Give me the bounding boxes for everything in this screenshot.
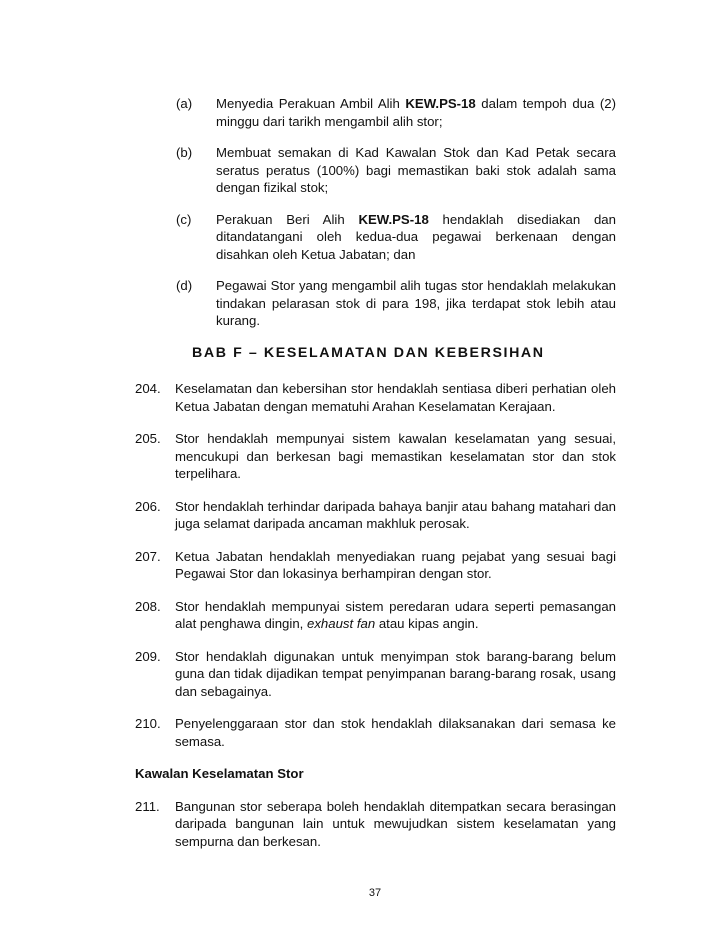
paragraph [135,498,616,533]
sub-item [176,211,616,264]
paragraph [135,380,616,415]
sub-item-list [176,95,616,344]
paragraph-text: Stor hendaklah mempunyai sistem peredaran udara seperti pemasangan alat penghawa dingin, exhaust fan atau kipas angin. [175,598,616,631]
paragraph [135,598,616,633]
sub-item [176,95,616,130]
paragraph [135,715,616,750]
paragraph-list [135,380,616,865]
paragraph [135,798,616,851]
paragraph-text: Keselamatan dan kebersihan stor hendaklah sentiasa diberi perhatian oleh Ketua Jabatan dengan mematuhi Arahan Keselamatan Kerajaan. [175,381,616,414]
chapter-title: BAB F – KESELAMATAN DAN KEBERSIHAN [192,345,545,361]
section-heading: Kawalan Keselamatan Stor [135,766,304,781]
paragraph-text: Ketua Jabatan hendaklah menyediakan ruang pejabat yang sesuai bagi Pegawai Stor dan lokasinya berhampiran dengan stor. [175,548,616,581]
paragraph [135,648,616,701]
paragraph-text: Stor hendaklah mempunyai sistem kawalan keselamatan yang sesuai, mencukupi dan berkesan bagi memastikan keselamatan stor dan stok terpelihara. [175,431,616,481]
paragraph [135,430,616,483]
sub-item-label: (b) [176,145,193,160]
sub-item-text: Menyedia Perakuan Ambil Alih KEW.PS-18 dalam tempoh dua (2) minggu dari tarikh mengambil alih stor; [216,96,616,129]
paragraph [135,548,616,583]
form-code: KEW.PS-18 [358,211,429,227]
paragraph-number: 208. [135,598,161,614]
paragraph-number: 210. [135,716,161,731]
paragraph-text: Penyelenggaraan stor dan stok hendaklah dilaksanakan dari semasa ke semasa. [175,716,616,749]
paragraph-number: 205. [135,431,161,446]
paragraph-text: Stor hendaklah terhindar daripada bahaya banjir atau bahang matahari dan juga selamat daripada ancaman makhluk perosak. [175,498,616,531]
paragraph-number: 209. [135,648,161,664]
sub-item-text: Perakuan Beri Alih KEW.PS-18 hendaklah disediakan dan ditandatangani oleh kedua-dua pegawai berkenaan dengan disahkan oleh Ketua Jabatan; dan [216,211,616,262]
sub-item-label: (c) [176,211,192,227]
sub-item [176,277,616,330]
paragraph-text: Bangunan stor seberapa boleh hendaklah ditempatkan secara berasingan daripada bangunan lain untuk mewujudkan sistem keselamatan yang sempurna dan berkesan. [175,798,616,849]
sub-item-text: Pegawai Stor yang mengambil alih tugas stor hendaklah melakukan tindakan pelarasan stok di para 198, jika terdapat stok lebih atau kurang. [216,278,616,328]
sub-item-text: Membuat semakan di Kad Kawalan Stok dan Kad Petak secara seratus peratus (100%) bagi memastikan baki stok adalah sama dengan fizikal stok; [216,145,616,195]
paragraph-number: 204. [135,381,161,396]
form-code: KEW.PS-18 [405,96,476,111]
italic-term: exhaust fan [306,616,376,631]
paragraph-number: 206. [135,498,161,514]
sub-item-label: (a) [176,96,193,111]
paragraph-text: Stor hendaklah digunakan untuk menyimpan stok barang-barang belum guna dan tidak dijadikan tempat penyimpanan barang-barang rosak, usang dan sebagainya. [175,648,616,699]
sub-item [176,144,616,197]
sub-item-label: (d) [176,278,193,293]
paragraph-number: 211. [135,798,160,814]
paragraph-number: 207. [135,548,161,564]
page-number: 37 [368,887,382,899]
